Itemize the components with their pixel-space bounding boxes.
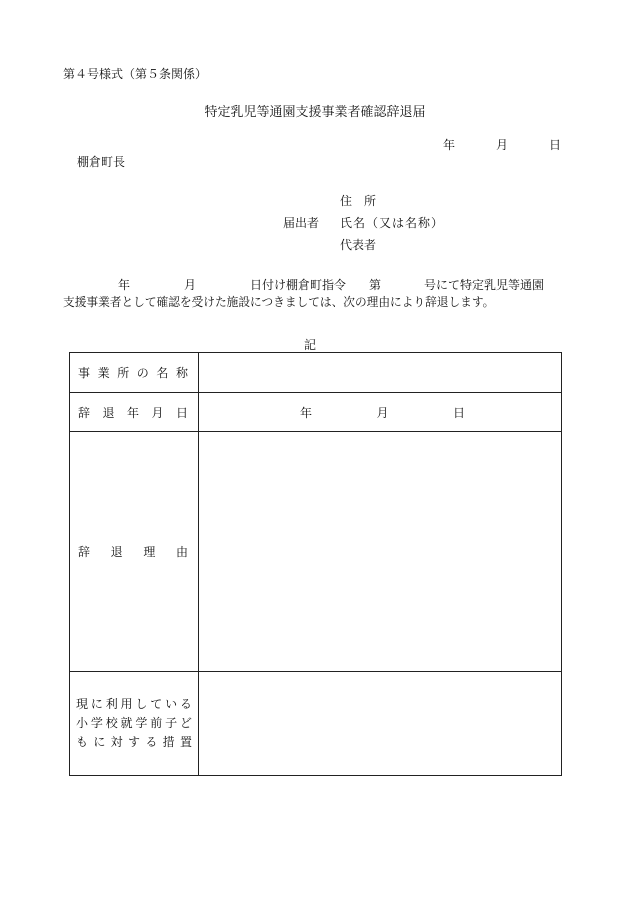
measures-label [70,695,198,752]
note-heading: 記 [304,338,317,352]
label-char: 日 [175,405,188,420]
measures-label-cell [70,672,199,776]
label-char: る [179,697,192,711]
office-name-label-cell [70,353,199,393]
body-text-mid: 日付け棚倉町指令 [250,278,347,292]
label-char: 理 [143,545,156,559]
measures-row [70,672,562,776]
filer-label: 届出者 [283,216,320,230]
form-title: 特定乳児等通園支援事業者確認辞退届 [204,105,426,120]
date-month-label: 月 [495,138,508,152]
office-name-row [70,353,562,393]
body-text-end: 号にて特定乳児等通園 [424,278,545,292]
label-char: 退 [102,405,115,420]
withdrawal-reason-label-cell [70,432,199,672]
label-char: 辞 [78,545,91,559]
label-char: 所 [117,366,130,380]
label-char: 名 [156,366,169,380]
withdrawal-form-table [69,352,562,776]
office-name-label [70,364,198,381]
withdrawal-date-label-cell [70,393,199,432]
representative-label: 代表者 [340,238,377,252]
measures-input-cell[interactable] [199,672,562,776]
label-char: も [76,735,89,749]
label-char: 就 [120,716,133,730]
label-char: す [127,735,140,749]
body-text-line2: 支援事業者として確認を受けた施設につきましては、次の理由により辞退します。 [63,295,495,309]
addressee: 棚倉町長 [77,155,126,169]
form-number: 第４号様式（第５条関係） [63,67,208,81]
label-char: る [145,735,158,749]
label-char: 子 [165,716,178,730]
withdrawal-day-label: 日 [452,405,465,420]
measures-label-line-1 [76,695,192,714]
body-year: 年 [118,278,131,292]
label-char: 事 [78,366,91,380]
label-char: い [165,697,178,711]
label-char: 月 [151,405,164,420]
label-char: 用 [120,697,133,711]
name-label: 氏名（又は名称） [340,216,445,230]
label-char: 校 [105,716,118,730]
label-char: 小 [76,716,89,730]
label-char: 称 [175,366,188,380]
measures-label-line-3 [76,733,192,752]
body-month: 月 [184,278,197,292]
label-char: 学 [135,716,148,730]
office-name-input-cell[interactable] [199,353,562,393]
label-char: 業 [97,366,110,380]
label-char: て [150,697,163,711]
withdrawal-month-label: 月 [376,405,389,420]
withdrawal-date-label [70,404,198,421]
withdrawal-reason-row [70,432,562,672]
date-day-label: 日 [548,138,561,152]
withdrawal-year-label: 年 [300,405,313,420]
date-year-label: 年 [443,138,456,152]
label-char: に [90,697,103,711]
label-char: 退 [110,545,123,559]
label-char: 対 [110,735,123,749]
label-char: し [135,697,148,711]
label-char: ど [179,716,192,730]
label-char: 年 [126,405,139,420]
withdrawal-date-input-cell[interactable] [199,393,562,432]
label-char: 措 [162,735,175,749]
withdrawal-reason-label [70,543,198,560]
label-char: 学 [90,716,103,730]
body-number-prefix: 第 [369,278,382,292]
label-char: 利 [105,697,118,711]
label-char: 置 [179,735,192,749]
label-char: 前 [150,716,163,730]
measures-label-line-2 [76,714,192,733]
label-char: 由 [175,545,188,559]
label-char: 現 [76,697,89,711]
date-header [443,136,561,153]
label-char: の [136,366,149,380]
withdrawal-date-fields [199,404,561,421]
label-char: に [93,735,106,749]
withdrawal-reason-input-cell[interactable] [199,432,562,672]
address-label: 住 所 [340,194,377,208]
label-char: 辞 [78,405,91,420]
withdrawal-date-row [70,393,562,432]
